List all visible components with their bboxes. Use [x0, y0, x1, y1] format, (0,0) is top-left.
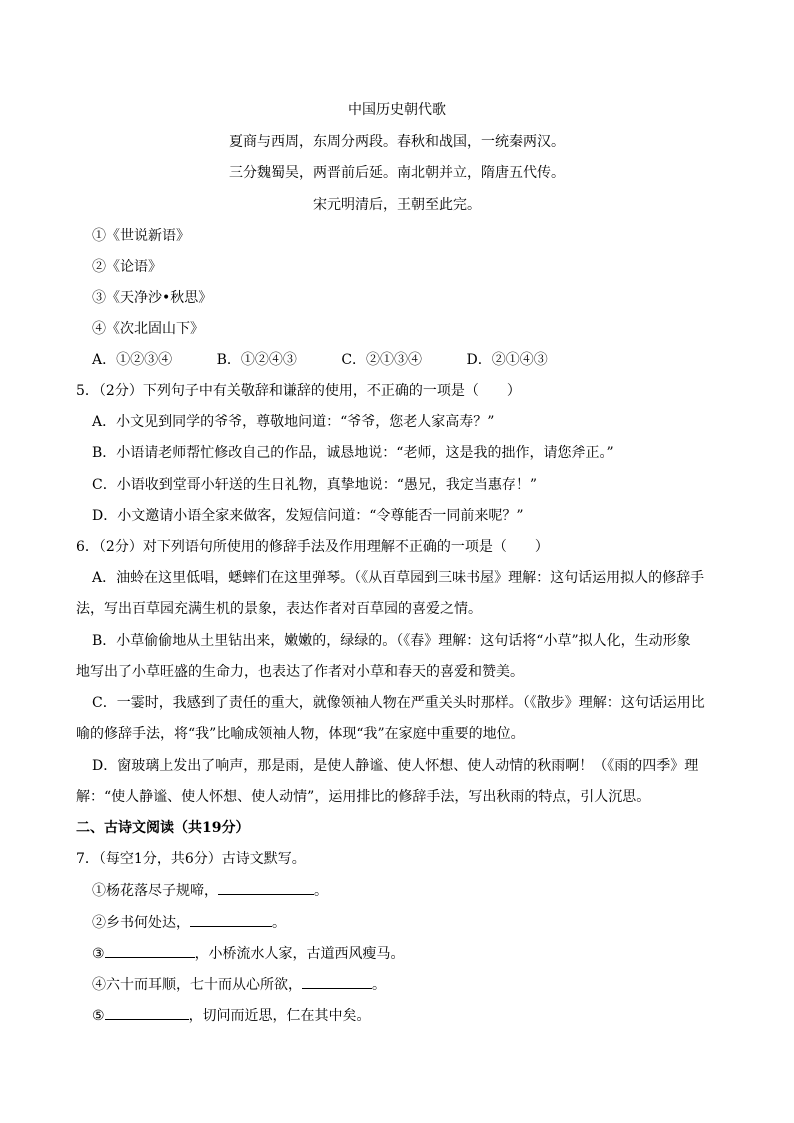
- q7-item-5-tail: ，切问而近思，仁在其中矣。: [188, 1008, 371, 1024]
- q5-option-c: C．小语收到堂哥小轩送的生日礼物，真挚地说：“愚兄，我定当惠存！”: [92, 477, 538, 493]
- q7-item-5: [92, 1005, 371, 1025]
- q5-option-b: B．小语请老师帮忙修改自己的作品，诚恳地说：“老师，这是我的拙作，请您斧正。”: [92, 445, 614, 461]
- q7-blank-4[interactable]: [302, 974, 372, 989]
- q6-option-b-line-1: B．小草偷偷地从土里钻出来，嫩嫩的，绿绿的。（《春》理解：这句话将“小草”拟人化，生动形象: [92, 633, 691, 649]
- q4-item-1: ①《世说新语》: [92, 228, 190, 244]
- q4-item-3: ③《天净沙•秋思》: [92, 290, 213, 306]
- q5-option-d: D．小文邀请小语全家来做客，发短信问道：“令尊能否一同前来呢？”: [92, 508, 524, 524]
- poem-line-1: 夏商与西周，东周分两段。春秋和战国，一统秦两汉。: [229, 134, 565, 150]
- q6-stem: 6．（2分）对下列语句所使用的修辞手法及作用理解不正确的一项是（ ）: [76, 539, 549, 555]
- q4-options: [92, 350, 588, 370]
- q6-option-b-line-2: 地写出了小草旺盛的生命力，也表达了作者对小草和春天的喜爱和赞美。: [76, 664, 524, 680]
- poem-title: 中国历史朝代歌: [348, 102, 446, 118]
- q4-item-4: ④《次北固山下》: [92, 321, 204, 337]
- q4-option-b: B．①②④③: [216, 352, 297, 368]
- q7-item-4-text: ④六十而耳顺，七十而从心所欲，: [92, 977, 302, 993]
- q7-item-1: [92, 880, 328, 900]
- q7-item-2-text: ②乡书何处达，: [92, 915, 190, 931]
- q6-option-d-line-1: D．窗玻璃上发出了响声，那是雨，是使人静谧、使人怀想、使人动情的秋雨啊！（《雨的四季》理: [92, 758, 699, 774]
- q7-blank-3[interactable]: [105, 943, 195, 958]
- q7-item-5-text: ⑤: [92, 1008, 105, 1024]
- q6-option-a-line-1: A．油蛉在这里低唱，蟋蟀们在这里弹琴。（《从百草园到三味书屋》理解：这句话运用拟人的修辞手: [92, 570, 705, 586]
- q4-option-c: C．②①③④: [341, 352, 423, 368]
- q5-option-a: A．小文见到同学的爷爷，尊敬地问道：“爷爷，您老人家高寿？”: [92, 414, 495, 430]
- poem-line-2: 三分魏蜀吴，两晋前后延。南北朝并立，隋唐五代传。: [229, 165, 565, 181]
- q7-item-3-text: ③: [92, 946, 105, 962]
- q7-blank-5[interactable]: [105, 1005, 189, 1020]
- section-heading: 二、古诗文阅读（共19分）: [76, 820, 250, 836]
- poem-line-3: 宋元明清后，王朝至此完。: [313, 197, 481, 213]
- q7-item-1-tail: 。: [314, 883, 328, 899]
- q7-blank-1[interactable]: [218, 880, 314, 895]
- q7-stem: 7．（每空1分，共6分）古诗文默写。: [76, 851, 306, 867]
- q7-item-4-tail: 。: [372, 977, 386, 993]
- q4-option-d: D．②①④③: [466, 352, 548, 368]
- q7-item-3: [92, 943, 405, 963]
- q6-option-d-line-2: 解：“使人静谧、使人怀想、使人动情”，运用排比的修辞手法，写出秋雨的特点，引人沉思。: [76, 789, 651, 805]
- q5-stem: 5．（2分）下列句子中有关敬辞和谦辞的使用，不正确的一项是（ ）: [76, 383, 521, 399]
- q6-option-c-line-2: 喻的修辞手法，将“我”比喻成领袖人物，体现“我”在家庭中重要的地位。: [76, 726, 525, 742]
- q7-item-1-text: ①杨花落尽子规啼，: [92, 883, 218, 899]
- q7-item-2: [92, 912, 286, 932]
- q4-item-2: ②《论语》: [92, 259, 162, 275]
- q4-option-a: A．①②③④: [92, 352, 173, 368]
- q7-item-4: [92, 974, 386, 994]
- q6-option-c-line-1: C．一霎时，我感到了责任的重大，就像领袖人物在严重关头时那样。（《散步》理解：这句话运用比: [92, 695, 705, 711]
- q7-blank-2[interactable]: [190, 912, 272, 927]
- q6-option-a-line-2: 法，写出百草园充满生机的景象，表达作者对百草园的喜爱之情。: [76, 601, 482, 617]
- q7-item-3-tail: ，小桥流水人家，古道西风瘦马。: [194, 946, 405, 962]
- q7-item-2-tail: 。: [272, 915, 286, 931]
